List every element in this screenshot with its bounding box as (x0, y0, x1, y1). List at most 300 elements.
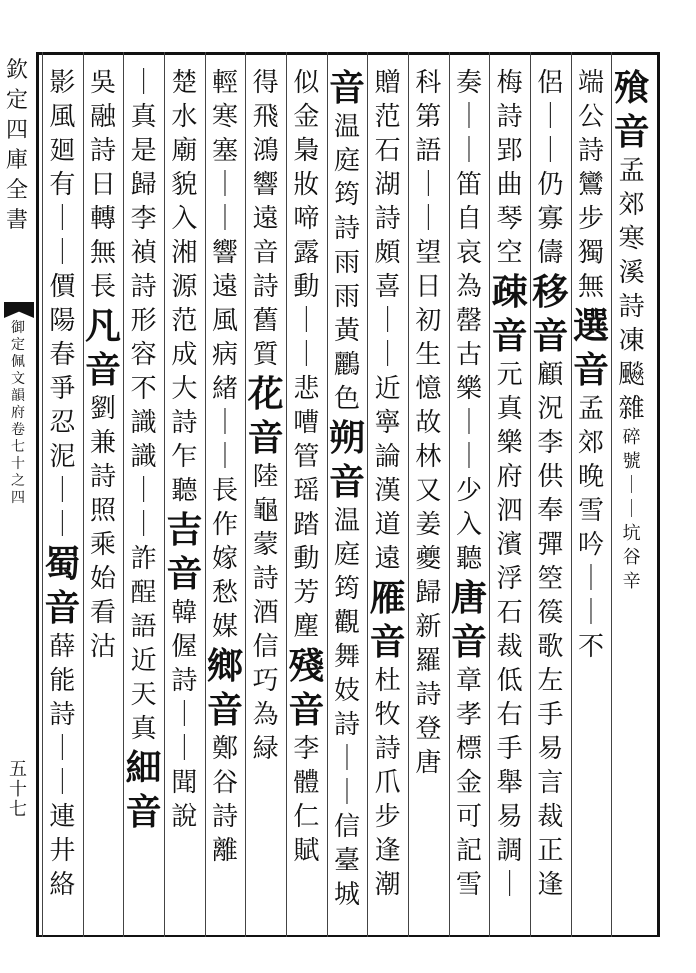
margin-title-char: 書 (5, 208, 28, 233)
text-char: 嘈 (293, 408, 320, 438)
text-char: 論 (374, 442, 401, 472)
text-column (447, 66, 491, 902)
headword-char: 移 (532, 271, 569, 313)
headword-char: 音 (328, 67, 365, 109)
text-char: 無 (89, 238, 116, 268)
text-char: 唐 (415, 748, 442, 778)
text-char: 緒 (211, 374, 238, 404)
text-char: 聽 (171, 476, 198, 506)
text-char: 信 (333, 812, 360, 842)
text-char: 裁 (496, 632, 523, 662)
text-char: 新 (415, 612, 442, 642)
text-char: 長 (211, 476, 238, 506)
text-char: ｜ (374, 306, 401, 336)
text-char: 輕 (211, 68, 238, 98)
headword-char: 音 (450, 621, 487, 663)
text-char: 乍 (171, 442, 198, 472)
text-char: 歸 (130, 170, 157, 200)
text-char: ｜ (130, 68, 157, 98)
text-char: 詩 (374, 204, 401, 234)
text-char: 道 (374, 510, 401, 540)
text-char: 偓 (171, 632, 198, 662)
text-char: 舊 (252, 306, 279, 336)
text-char: 影 (49, 68, 76, 98)
text-char: 梅 (496, 68, 523, 98)
text-char: 仁 (293, 802, 320, 832)
headword-char: 唐 (450, 577, 487, 619)
headword-char: 選 (572, 305, 609, 347)
text-char: 步 (374, 802, 401, 832)
text-char: 孝 (455, 700, 482, 730)
text-char: 李 (293, 734, 320, 764)
text-char: 詩 (333, 214, 360, 244)
text-char: 獨 (577, 238, 604, 268)
text-column (488, 66, 532, 902)
headword-char: 殘 (288, 645, 325, 687)
text-char: 爭 (49, 374, 76, 404)
text-char: 雨 (333, 282, 360, 312)
text-char: 說 (171, 802, 198, 832)
text-char: 夔 (415, 544, 442, 574)
text-char: 不 (130, 374, 157, 404)
text-char: ｜ (49, 734, 76, 764)
book-tag-margin (2, 320, 34, 507)
margin-tag-char: 韻 (11, 388, 25, 404)
text-char: 沽 (89, 632, 116, 662)
headword-char: 音 (572, 349, 609, 391)
text-char: 能 (49, 666, 76, 696)
text-char: 筠 (333, 574, 360, 604)
text-char: 可 (455, 802, 482, 832)
text-char: 陸 (252, 462, 279, 492)
text-char: ｜ (211, 204, 238, 234)
text-column (366, 66, 410, 902)
text-char: 故 (415, 408, 442, 438)
text-char: 詩 (211, 802, 238, 832)
text-char: ｜ (49, 238, 76, 268)
text-char: 忍 (49, 408, 76, 438)
text-char: 入 (171, 204, 198, 234)
text-char: 濱 (496, 530, 523, 560)
text-char: 作 (211, 510, 238, 540)
text-char: 右 (496, 700, 523, 730)
text-char: 日 (89, 170, 116, 200)
text-char: 罄 (455, 306, 482, 336)
text-char: 陽 (49, 306, 76, 336)
text-char: 雜 (618, 394, 645, 424)
text-char: 箜 (537, 564, 564, 594)
text-column (81, 66, 125, 664)
text-char: 源 (171, 272, 198, 302)
text-char: 詩 (130, 272, 157, 302)
text-char: 庭 (333, 146, 360, 176)
text-char: 潮 (374, 870, 401, 900)
text-column (244, 66, 288, 766)
text-char: 井 (49, 836, 76, 866)
text-char: ｜ (49, 476, 76, 506)
text-char: 頗 (374, 238, 401, 268)
text-char: 記 (455, 836, 482, 866)
text-char: 動 (293, 544, 320, 574)
text-char: 言 (537, 768, 564, 798)
text-char: 鴻 (252, 136, 279, 166)
text-char: 賦 (293, 836, 320, 866)
text-char: 真 (130, 714, 157, 744)
text-char: 府 (496, 462, 523, 492)
text-char: 愁 (211, 578, 238, 608)
text-char: 詩 (415, 680, 442, 710)
text-char: 手 (496, 734, 523, 764)
text-char: 侶 (537, 68, 564, 98)
text-char: 響 (211, 238, 238, 268)
text-char: 泗 (496, 496, 523, 526)
text-char: ｜ (333, 744, 360, 774)
text-column (122, 66, 166, 834)
text-char: 詩 (171, 408, 198, 438)
text-char: 不 (577, 632, 604, 662)
text-char: ｜ (211, 442, 238, 472)
text-char: 古 (455, 340, 482, 370)
text-char: 歸 (415, 578, 442, 608)
text-char: 塵 (293, 612, 320, 642)
text-char: ｜ (415, 170, 442, 200)
text-char: 識 (130, 442, 157, 472)
text-char: ｜ (622, 499, 641, 520)
text-char: 日 (415, 272, 442, 302)
text-char: 李 (130, 204, 157, 234)
margin-tag-char: 四 (11, 490, 25, 506)
text-char: 温 (333, 112, 360, 142)
text-char: 浮 (496, 564, 523, 594)
text-char: 病 (211, 340, 238, 370)
text-char: 泥 (49, 442, 76, 472)
text-char: 庭 (333, 540, 360, 570)
text-char: ｜ (130, 476, 157, 506)
text-char: 黃 (333, 316, 360, 346)
text-char: 碎 (622, 427, 641, 448)
text-column (325, 66, 369, 912)
margin-tag-char: 卷 (11, 422, 25, 438)
text-column (162, 66, 206, 834)
text-char: ｜ (496, 870, 523, 900)
text-char: 端 (577, 68, 604, 98)
text-column (610, 66, 654, 594)
text-char: 正 (537, 836, 564, 866)
text-char: 雨 (333, 248, 360, 278)
text-char: 兼 (89, 428, 116, 458)
text-char: 寧 (374, 408, 401, 438)
page-number-char: 十 (9, 779, 27, 800)
text-char: 踏 (293, 510, 320, 540)
headword-char: 蜀 (44, 543, 81, 585)
text-char: 劉 (89, 394, 116, 424)
headword-char: 音 (613, 111, 650, 153)
headword-char: 音 (166, 553, 203, 595)
text-char: ｜ (415, 204, 442, 234)
text-char: 瑶 (293, 476, 320, 506)
headword-char: 音 (125, 791, 162, 833)
text-char: 曲 (496, 170, 523, 200)
text-char: 凍 (618, 326, 645, 356)
text-char: 天 (130, 680, 157, 710)
text-char: 價 (49, 272, 76, 302)
text-char: 入 (455, 510, 482, 540)
text-char: 質 (252, 340, 279, 370)
text-char: 長 (89, 272, 116, 302)
text-char: 詩 (618, 292, 645, 322)
text-char: 又 (415, 476, 442, 506)
text-char: 容 (130, 340, 157, 370)
text-char: 塞 (211, 136, 238, 166)
text-char: 羅 (415, 646, 442, 676)
text-char: 語 (130, 612, 157, 642)
text-char: 寒 (211, 102, 238, 132)
text-char: 奉 (537, 496, 564, 526)
text-char: ｜ (211, 170, 238, 200)
headword-char: 雁 (369, 577, 406, 619)
text-char: 金 (293, 102, 320, 132)
headword-char: 音 (44, 587, 81, 629)
text-char: 生 (415, 340, 442, 370)
text-char: 色 (333, 384, 360, 414)
text-char: ｜ (211, 408, 238, 438)
text-char: 離 (211, 836, 238, 866)
text-char: 真 (130, 102, 157, 132)
text-column (569, 66, 613, 664)
headword-char: 音 (369, 621, 406, 663)
text-char: 儔 (537, 238, 564, 268)
text-char: 語 (415, 136, 442, 166)
text-char: 響 (252, 170, 279, 200)
text-char: 酒 (252, 598, 279, 628)
text-char: 易 (496, 802, 523, 832)
text-char: 逢 (374, 836, 401, 866)
text-char: 近 (374, 374, 401, 404)
text-char: 鸝 (333, 350, 360, 380)
text-char: 芳 (293, 578, 320, 608)
margin-tag-char: 定 (11, 337, 25, 353)
text-char: 谷 (622, 547, 641, 568)
text-column (40, 66, 84, 902)
text-char: ｜ (293, 340, 320, 370)
text-char: ｜ (577, 598, 604, 628)
text-char: 郊 (618, 190, 645, 220)
text-char: 章 (455, 666, 482, 696)
text-char: 乘 (89, 530, 116, 560)
text-char: 動 (293, 272, 320, 302)
text-char: 識 (130, 408, 157, 438)
text-char: 詩 (171, 666, 198, 696)
headword-char: 音 (532, 315, 569, 357)
text-char: 詩 (89, 136, 116, 166)
page-number (2, 760, 34, 820)
text-char: 融 (89, 102, 116, 132)
text-char: 禎 (130, 238, 157, 268)
text-char: 步 (577, 204, 604, 234)
text-char: 爪 (374, 768, 401, 798)
text-char: 連 (49, 802, 76, 832)
text-char: 臺 (333, 846, 360, 876)
text-char: 詩 (496, 102, 523, 132)
text-char: 少 (455, 476, 482, 506)
text-char: 妝 (293, 170, 320, 200)
text-char: 贈 (374, 68, 401, 98)
text-char: 林 (415, 442, 442, 472)
text-char: 郢 (496, 136, 523, 166)
text-char: 舉 (496, 768, 523, 798)
text-char: 飈 (618, 360, 645, 390)
text-char: 李 (537, 428, 564, 458)
text-char: 范 (374, 102, 401, 132)
text-char: 初 (415, 306, 442, 336)
text-char: 筠 (333, 180, 360, 210)
text-char: 楚 (171, 68, 198, 98)
text-char: 歌 (537, 632, 564, 662)
text-char: 石 (374, 136, 401, 166)
text-char: 啼 (293, 204, 320, 234)
headword-char: 朔 (328, 417, 365, 459)
margin-title-char: 定 (5, 88, 28, 113)
text-char: 牧 (374, 700, 401, 730)
page-number-char: 五 (9, 759, 27, 780)
headword-char: 鄉 (206, 645, 243, 687)
headword-char: 音 (491, 315, 528, 357)
text-char: 手 (537, 700, 564, 730)
text-char: 裁 (537, 802, 564, 832)
text-char: 詩 (374, 734, 401, 764)
margin-tag-char: 七 (11, 439, 25, 455)
text-char: 元 (496, 360, 523, 390)
text-char: 温 (333, 506, 360, 536)
text-char: 近 (130, 646, 157, 676)
text-char: ｜ (293, 306, 320, 336)
text-char: 湖 (374, 170, 401, 200)
text-char: 樂 (496, 428, 523, 458)
margin-tag-char: 文 (11, 371, 25, 387)
text-char: ｜ (455, 136, 482, 166)
text-char: ｜ (374, 340, 401, 370)
text-char: 彈 (537, 530, 564, 560)
text-char: 哀 (455, 238, 482, 268)
text-char: 緑 (252, 734, 279, 764)
text-char: 是 (130, 136, 157, 166)
text-char: 孟 (618, 156, 645, 186)
text-char: 貌 (171, 170, 198, 200)
text-char: ｜ (455, 442, 482, 472)
text-char: ｜ (333, 778, 360, 808)
text-char: 吳 (89, 68, 116, 98)
headword-char: 音 (288, 689, 325, 731)
text-char: 范 (171, 306, 198, 336)
text-char: 望 (415, 238, 442, 268)
text-char: 石 (496, 598, 523, 628)
text-char: 舞 (333, 642, 360, 672)
text-char: 飛 (252, 102, 279, 132)
text-char: ｜ (171, 734, 198, 764)
text-char: 樂 (455, 374, 482, 404)
text-char: 湘 (171, 238, 198, 268)
text-column (203, 66, 247, 868)
text-char: 坑 (622, 523, 641, 544)
margin-tag-char: 之 (11, 473, 25, 489)
margin-tag-char: 佩 (11, 354, 25, 370)
text-char: 辛 (622, 571, 641, 592)
text-char: 管 (293, 442, 320, 472)
text-char: 妓 (333, 676, 360, 706)
text-char: 詩 (333, 710, 360, 740)
headword-char: 凡 (84, 305, 121, 347)
text-char: 登 (415, 714, 442, 744)
text-char: 似 (293, 68, 320, 98)
text-char: 公 (577, 102, 604, 132)
text-char: 蒙 (252, 530, 279, 560)
text-char: ｜ (49, 204, 76, 234)
text-char: 水 (171, 102, 198, 132)
text-char: 空 (496, 238, 523, 268)
text-char: 韓 (171, 598, 198, 628)
text-char: 體 (293, 768, 320, 798)
text-char: 喜 (374, 272, 401, 302)
headword-char: 音 (247, 417, 284, 459)
text-char: 逢 (537, 870, 564, 900)
text-char: 風 (211, 306, 238, 336)
margin-title-char: 全 (5, 178, 28, 203)
text-char: 始 (89, 564, 116, 594)
text-char: 顧 (537, 360, 564, 390)
text-char: 觀 (333, 608, 360, 638)
text-column (406, 66, 450, 780)
text-char: 況 (537, 394, 564, 424)
margin-title-char: 欽 (5, 58, 28, 83)
text-char: 左 (537, 666, 564, 696)
margin-tag-char: 御 (11, 320, 25, 336)
text-char: 巧 (252, 666, 279, 696)
headword-char: 花 (247, 373, 284, 415)
text-char: 吟 (577, 530, 604, 560)
text-char: 為 (455, 272, 482, 302)
text-char: 真 (496, 394, 523, 424)
text-char: 第 (415, 102, 442, 132)
text-char: 奏 (455, 68, 482, 98)
text-char: 遠 (252, 204, 279, 234)
text-char: 為 (252, 700, 279, 730)
book-title-margin (2, 56, 32, 236)
headword-char: 音 (206, 689, 243, 731)
text-char: 廻 (49, 136, 76, 166)
text-char: 遠 (374, 544, 401, 574)
text-char: 標 (455, 734, 482, 764)
text-char: 谷 (211, 768, 238, 798)
margin-tag-char: 府 (11, 405, 25, 421)
text-char: 孟 (577, 394, 604, 424)
text-char: 照 (89, 496, 116, 526)
text-char: ｜ (49, 510, 76, 540)
text-char: 無 (577, 272, 604, 302)
text-char: 露 (293, 238, 320, 268)
text-char: 詩 (577, 136, 604, 166)
text-char: 成 (171, 340, 198, 370)
text-char: 有 (49, 170, 76, 200)
text-char: ｜ (537, 102, 564, 132)
headword-char: 吉 (166, 509, 203, 551)
text-char: 笛 (455, 170, 482, 200)
text-char: 鸞 (577, 170, 604, 200)
text-char: ｜ (171, 700, 198, 730)
fishtail-mark (4, 302, 34, 318)
text-char: 龜 (252, 496, 279, 526)
text-char: 悲 (293, 374, 320, 404)
text-char: 金 (455, 768, 482, 798)
